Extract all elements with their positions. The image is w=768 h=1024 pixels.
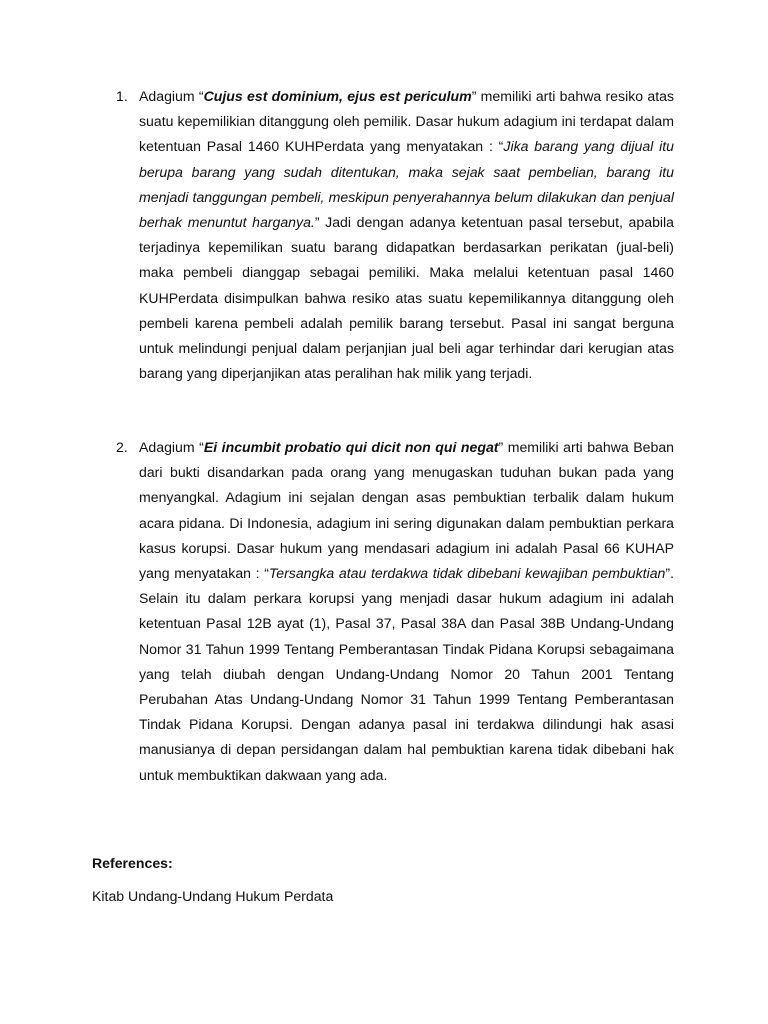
references-heading: References: bbox=[92, 855, 173, 871]
legal-quote: Jika barang yang dijual itu berupa barang yang sudah ditentukan, maka sejak saat pembelian, barang itu menjadi tanggungan pembeli, meskipun penyerahannya belum dilakukan dan penjual berhak menuntut harganya. bbox=[139, 138, 675, 231]
list-item-2 bbox=[116, 435, 674, 788]
reference-item: Kitab Undang-Undang Hukum Perdata bbox=[92, 888, 334, 904]
list-item-1 bbox=[116, 84, 675, 386]
adage-term: Cujus est dominium, ejus est periculum bbox=[203, 88, 472, 104]
item-text: ”. Selain itu dalam perkara korupsi yang menjadi dasar hukum adagium ini adalah ketentuan Pasal 12B ayat (1), Pasal 37, Pasal 38A dan Pasal 38B Undang-Undang Nomor 31 Tahun 1999 Tentang Pemberantasan Tindak Pidana Korupsi sebagaimana yang telah diubah dengan Undang-Undang Nomor 20 Tahun 2001 Tentang Perubahan Atas Undang-Undang Nomor 31 Tahun 1999 Tentang Pemberantasan Tindak Pidana Korupsi. Dengan adanya pasal ini terdakwa dilindungi hak asasi manusianya di depan persidangan dalam hal pembuktian karena tidak dibebani hak untuk membuktikan dakwaan yang ada. bbox=[139, 565, 674, 783]
adage-term: Ei incumbit probatio qui dicit non qui negat bbox=[203, 439, 499, 455]
legal-quote: Tersangka atau terdakwa tidak dibebani kewajiban pembuktian bbox=[268, 565, 666, 582]
list-number: 1. bbox=[116, 88, 128, 104]
item-intro: Adagium “ bbox=[139, 88, 204, 104]
item-text: ” memiliki arti bahwa Beban dari bukti disandarkan pada orang yang menugaskan tuduhan bukan pada yang menyangkal. Adagium ini sejalan dengan asas pembuktian terbalik dalam hukum acara pidana. Di Indonesia, adagium ini sering digunakan dalam pembuktian perkara kasus korupsi. Dasar hukum yang mendasari adagium ini adalah Pasal 66 KUHAP yang menyatakan : “ bbox=[139, 439, 674, 582]
list-number: 2. bbox=[116, 439, 128, 455]
item-text: ” memiliki arti bahwa resiko atas suatu kepemilikian ditanggung oleh pemilik. Dasar hukum adagium ini terdapat dalam ketentuan Pasal 1460 KUHPerdata yang menyatakan : “ bbox=[139, 88, 674, 155]
item-intro: Adagium “ bbox=[139, 439, 204, 455]
item-text: ” Jadi dengan adanya ketentuan pasal tersebut, apabila terjadinya kepemilikan suatu barang didapatkan berdasarkan perikatan (jual-beli) maka pembeli dianggap sebagai pemiliki. Maka melalui ketentuan pasal 1460 KUHPerdata disimpulkan bahwa resiko atas suatu kepemilikannya ditanggung oleh pembeli karena pembeli adalah pemilik barang tersebut. Pasal ini sangat berguna untuk melindungi penjual dalam perjanjian jual beli agar terhindar dari kerugian atas barang yang diperjanjikan atas peralihan hak milik yang terjadi. bbox=[139, 214, 675, 382]
